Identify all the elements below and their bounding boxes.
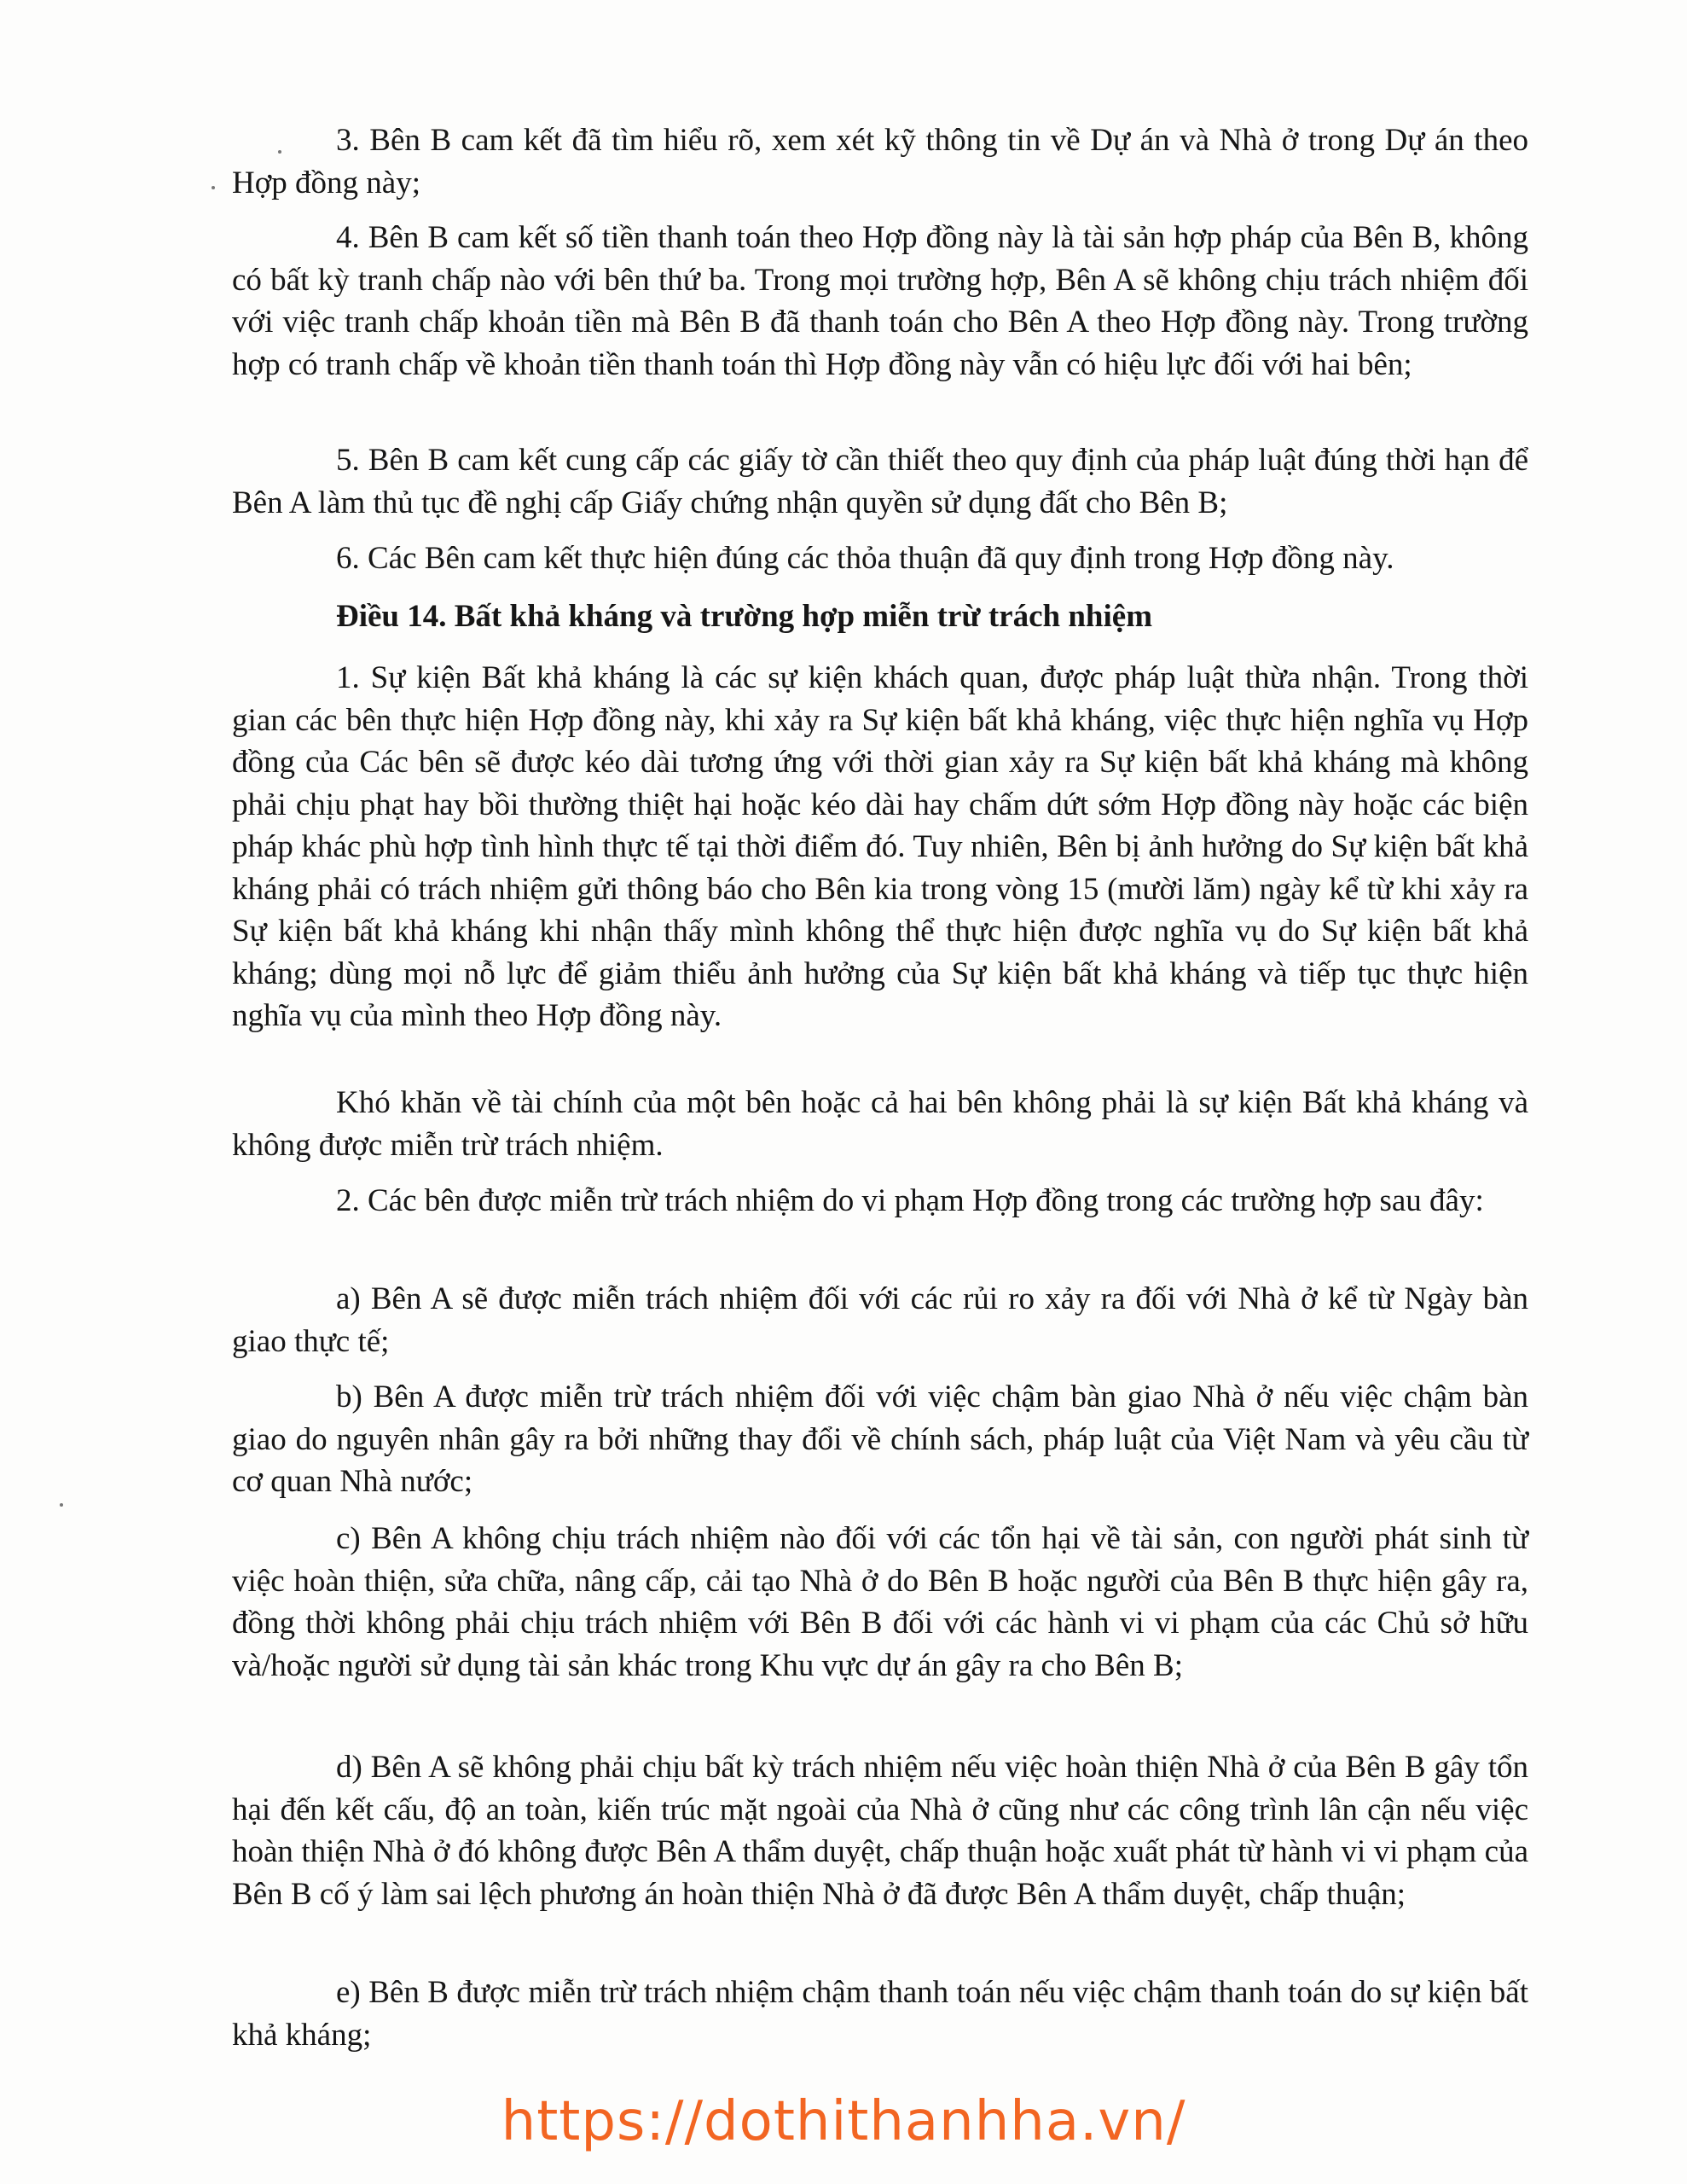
paragraph-item-d: d) Bên A sẽ không phải chịu bất kỳ trách nhiệm nếu việc hoàn thiện Nhà ở của Bên B gây tổn hại đến kết cấu, độ an toàn, kiến trúc mặt ngoài của Nhà ở cũng như các công trình lân cận nếu việc hoàn thiện Nhà ở đó không được Bên A thẩm duyệt, chấp thuận hoặc xuất phát từ hành vi vi phạm của Bên B cố ý làm sai lệch phương án hoàn thiện Nhà ở đã được Bên A thẩm duyệt, chấp thuận;	[232, 1750, 1528, 1912]
website-watermark: https://dothithanhha.vn/	[501, 2090, 1186, 2153]
paragraph-3: 3. Bên B cam kết đã tìm hiểu rõ, xem xét kỹ thông tin về Dự án và Nhà ở trong Dự án theo Hợp đồng này;	[232, 123, 1528, 200]
paragraph-financial-difficulty: Khó khăn về tài chính của một bên hoặc cả hai bên không phải là sự kiện Bất khả kháng và không được miễn trừ trách nhiệm.	[232, 1085, 1528, 1163]
paragraph-4: 4. Bên B cam kết số tiền thanh toán theo Hợp đồng này là tài sản hợp pháp của Bên B, không có bất kỳ tranh chấp nào với bên thứ ba. Trong mọi trường hợp, Bên A sẽ không chịu trách nhiệm đối với việc tranh chấp khoản tiền mà Bên B đã thanh toán cho Bên A theo Hợp đồng này. Trong trường hợp có tranh chấp về khoản tiền thanh toán thì Hợp đồng này vẫn có hiệu lực đối với hai bên;	[232, 220, 1528, 382]
paragraph-6: 6. Các Bên cam kết thực hiện đúng các thỏa thuận đã quy định trong Hợp đồng này.	[336, 541, 1394, 576]
paragraph-item-c: c) Bên A không chịu trách nhiệm nào đối với các tổn hại về tài sản, con người phát sinh từ việc hoàn thiện, sửa chữa, nâng cấp, cải tạo Nhà ở do Bên B hoặc người của Bên B thực hiện gây ra, đồng thời không phải chịu trách nhiệm với Bên B đối với các hành vi vi phạm của các Chủ sở hữu và/hoặc người sử dụng tài sản khác trong Khu vực dự án gây ra cho Bên B;	[232, 1521, 1528, 1683]
article-14-heading: Điều 14. Bất khả kháng và trường hợp miễn trừ trách nhiệm	[336, 599, 1153, 634]
paragraph-force-majeure: 1. Sự kiện Bất khả kháng là các sự kiện khách quan, được pháp luật thừa nhận. Trong thời gian các bên thực hiện Hợp đồng này, khi xảy ra Sự kiện bất khả kháng, việc thực hiện nghĩa vụ Hợp đồng của Các bên sẽ được kéo dài tương ứng với thời gian xảy ra Sự kiện bất khả kháng mà không phải chịu phạt hay bồi thường thiệt hại hoặc kéo dài hay chấm dứt sớm Hợp đồng này hoặc các biện pháp khác phù hợp tình hình thực tế tại thời điểm đó. Tuy nhiên, Bên bị ảnh hưởng do Sự kiện bất khả kháng phải có trách nhiệm gửi thông báo cho Bên kia trong vòng 15 (mười lăm) ngày kể từ khi xảy ra Sự kiện bất khả kháng khi nhận thấy mình không thể thực hiện được nghĩa vụ do Sự kiện bất khả kháng; dùng mọi nỗ lực để giảm thiểu ảnh hưởng của Sự kiện bất khả kháng và tiếp tục thực hiện nghĩa vụ của mình theo Hợp đồng này.	[232, 660, 1528, 1033]
paragraph-item-b: b) Bên A được miễn trừ trách nhiệm đối với việc chậm bàn giao Nhà ở nếu việc chậm bàn giao do nguyên nhân gây ra bởi những thay đổi về chính sách, pháp luật của Việt Nam và yêu cầu từ cơ quan Nhà nước;	[232, 1380, 1528, 1499]
paragraph-5: 5. Bên B cam kết cung cấp các giấy tờ cần thiết theo quy định của pháp luật đúng thời hạn để Bên A làm thủ tục đề nghị cấp Giấy chứng nhận quyền sử dụng đất cho Bên B;	[232, 443, 1528, 520]
scan-speck	[212, 186, 215, 189]
paragraph-item-a: a) Bên A sẽ được miễn trách nhiệm đối với các rủi ro xảy ra đối với Nhà ở kể từ Ngày bàn giao thực tế;	[232, 1281, 1528, 1359]
scan-speck	[60, 1503, 63, 1507]
paragraph-exemptions: 2. Các bên được miễn trừ trách nhiệm do vi phạm Hợp đồng trong các trường hợp sau đây:	[336, 1183, 1484, 1218]
paragraph-item-e: e) Bên B được miễn trừ trách nhiệm chậm thanh toán nếu việc chậm thanh toán do sự kiện bất khả kháng;	[232, 1975, 1528, 2053]
